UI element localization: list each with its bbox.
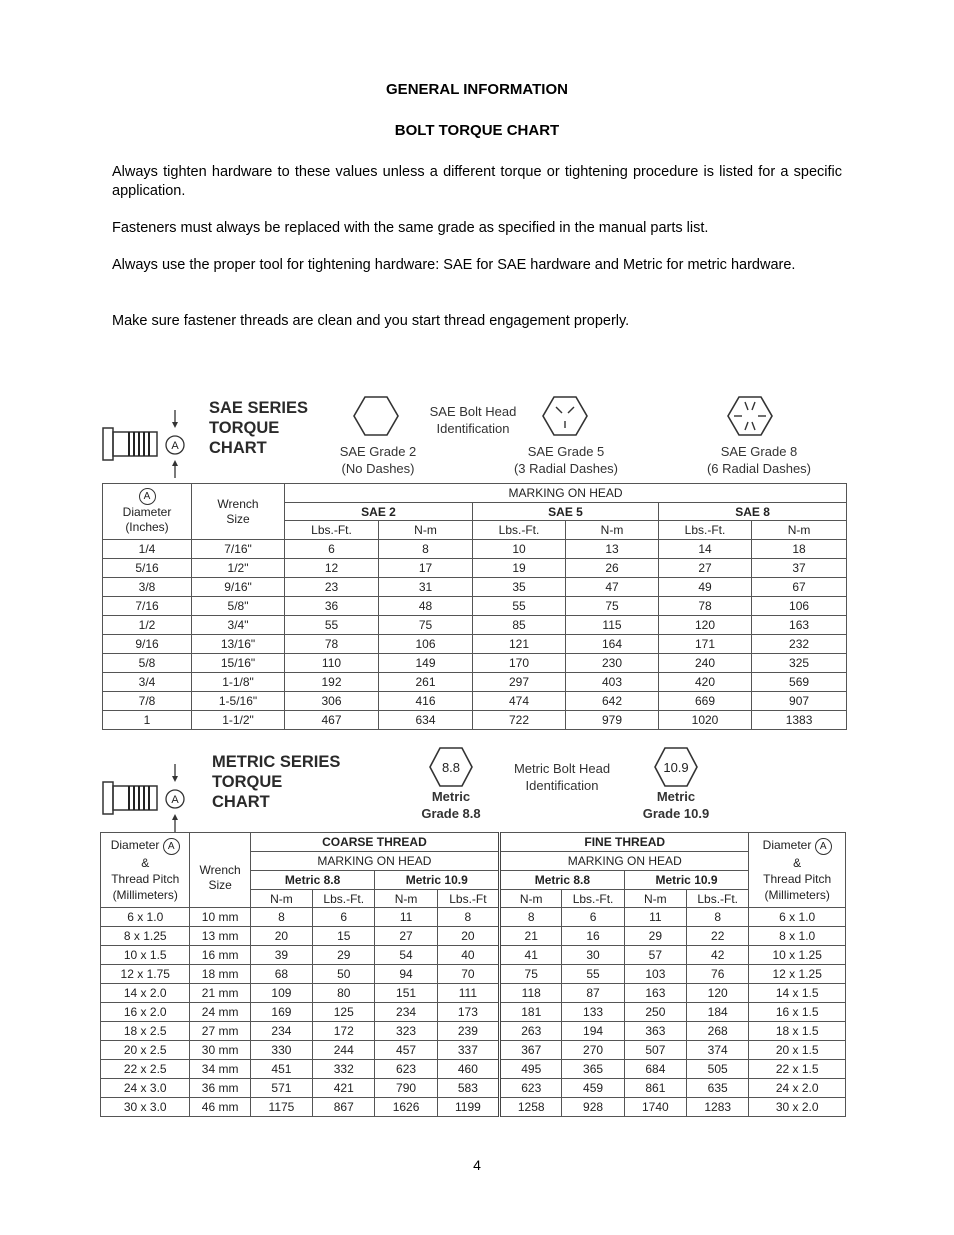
unit-header: Lbs.-Ft. — [285, 521, 379, 540]
table-cell: 790 — [375, 1079, 437, 1098]
table-cell: 68 — [250, 965, 312, 984]
table-cell: 15 — [313, 927, 375, 946]
fine-marking-on-head-header: MARKING ON HEAD — [500, 852, 749, 871]
metric-wrench-size-header: Wrench Size — [190, 833, 250, 908]
table-cell: 457 — [375, 1041, 437, 1060]
table-cell: 10 x 1.25 — [749, 946, 846, 965]
table-row — [101, 927, 846, 946]
section-heading: GENERAL INFORMATION — [386, 81, 568, 98]
unit-header: N-m — [566, 521, 659, 540]
metric-grade-10-9-label: Metric Grade 10.9 — [642, 789, 710, 821]
table-cell: 1020 — [659, 711, 752, 730]
table-cell: 867 — [313, 1098, 375, 1117]
wrench-size-header: Wrench Size — [192, 484, 285, 540]
table-cell: 495 — [500, 1060, 562, 1079]
table-cell: 78 — [285, 635, 379, 654]
table-cell: 7/8 — [103, 692, 192, 711]
table-row — [101, 1041, 846, 1060]
table-cell: 979 — [566, 711, 659, 730]
table-cell: 8 — [250, 908, 312, 927]
table-row — [101, 965, 846, 984]
table-row — [101, 984, 846, 1003]
table-cell: 20 x 2.5 — [101, 1041, 190, 1060]
table-cell: 3/8 — [103, 578, 192, 597]
table-cell: 12 x 1.75 — [101, 965, 190, 984]
table-cell: 20 — [437, 927, 499, 946]
table-cell: 75 — [566, 597, 659, 616]
chart-heading: BOLT TORQUE CHART — [394, 122, 560, 139]
table-row — [103, 635, 847, 654]
table-cell: 323 — [375, 1022, 437, 1041]
coarse-metric-10-9-header: Metric 10.9 — [375, 871, 500, 890]
table-cell: 75 — [500, 965, 562, 984]
table-cell: 861 — [624, 1079, 686, 1098]
table-cell: 192 — [285, 673, 379, 692]
table-cell: 1-5/16" — [192, 692, 285, 711]
fine-thread-header: FINE THREAD — [500, 833, 749, 852]
table-cell: 163 — [752, 616, 847, 635]
table-cell: 151 — [375, 984, 437, 1003]
table-cell: 374 — [687, 1041, 749, 1060]
table-cell: 173 — [437, 1003, 499, 1022]
table-row — [101, 946, 846, 965]
table-cell: 460 — [437, 1060, 499, 1079]
table-cell: 263 — [500, 1022, 562, 1041]
table-cell: 125 — [313, 1003, 375, 1022]
metric-grade-10-9-head-icon — [653, 746, 699, 788]
table-cell: 239 — [437, 1022, 499, 1041]
metric-torque-table — [100, 832, 846, 1117]
sae-grade-5-head-icon — [541, 395, 589, 437]
table-cell: 16 — [562, 927, 624, 946]
table-cell: 55 — [562, 965, 624, 984]
table-cell: 17 — [379, 559, 473, 578]
table-cell: 20 x 1.5 — [749, 1041, 846, 1060]
table-cell: 642 — [566, 692, 659, 711]
table-cell: 55 — [285, 616, 379, 635]
table-row — [103, 711, 847, 730]
table-cell: 21 — [500, 927, 562, 946]
unit-header: N-m — [624, 890, 686, 908]
sae-2-group-header: SAE 2 — [285, 503, 473, 521]
table-cell: 11 — [375, 908, 437, 927]
table-cell: 10 mm — [190, 908, 250, 927]
table-row — [103, 597, 847, 616]
table-cell: 169 — [250, 1003, 312, 1022]
table-cell: 94 — [375, 965, 437, 984]
table-cell: 332 — [313, 1060, 375, 1079]
table-cell: 18 — [752, 540, 847, 559]
unit-header: Lbs.-Ft. — [562, 890, 624, 908]
table-cell: 46 mm — [190, 1098, 250, 1117]
coarse-thread-header: COARSE THREAD — [250, 833, 499, 852]
table-cell: 8 x 1.0 — [749, 927, 846, 946]
table-row — [103, 692, 847, 711]
sae-8-group-header: SAE 8 — [659, 503, 847, 521]
table-row — [103, 540, 847, 559]
table-cell: 76 — [687, 965, 749, 984]
table-cell: 29 — [313, 946, 375, 965]
table-cell: 420 — [659, 673, 752, 692]
table-cell: 1175 — [250, 1098, 312, 1117]
table-cell: 8 — [437, 908, 499, 927]
unit-header: N-m — [500, 890, 562, 908]
table-cell: 623 — [375, 1060, 437, 1079]
table-cell: 27 — [659, 559, 752, 578]
table-cell: 19 — [473, 559, 566, 578]
sae-torque-table — [102, 483, 847, 730]
table-cell: 571 — [250, 1079, 312, 1098]
table-cell: 7/16" — [192, 540, 285, 559]
table-cell: 623 — [500, 1079, 562, 1098]
table-cell: 1-1/8" — [192, 673, 285, 692]
table-cell: 70 — [437, 965, 499, 984]
table-cell: 18 x 2.5 — [101, 1022, 190, 1041]
table-row — [101, 1060, 846, 1079]
table-cell: 30 x 3.0 — [101, 1098, 190, 1117]
table-cell: 3/4" — [192, 616, 285, 635]
table-cell: 55 — [473, 597, 566, 616]
table-cell: 268 — [687, 1022, 749, 1041]
table-cell: 5/8 — [103, 654, 192, 673]
table-cell: 41 — [500, 946, 562, 965]
table-cell: 6 — [285, 540, 379, 559]
table-cell: 244 — [313, 1041, 375, 1060]
table-cell: 57 — [624, 946, 686, 965]
sae-grade-2-head-icon — [352, 395, 400, 437]
fine-metric-10-9-header: Metric 10.9 — [624, 871, 749, 890]
table-cell: 234 — [250, 1022, 312, 1041]
table-cell: 18 mm — [190, 965, 250, 984]
metric-table-body — [101, 908, 846, 1117]
table-cell: 181 — [500, 1003, 562, 1022]
table-cell: 5/8" — [192, 597, 285, 616]
table-row — [101, 1098, 846, 1117]
table-cell: 234 — [375, 1003, 437, 1022]
table-cell: 669 — [659, 692, 752, 711]
metric-grade-8-8-head-icon — [428, 746, 474, 788]
table-cell: 569 — [752, 673, 847, 692]
table-cell: 194 — [562, 1022, 624, 1041]
table-cell: 459 — [562, 1079, 624, 1098]
table-cell: 30 x 2.0 — [749, 1098, 846, 1117]
table-cell: 10 — [473, 540, 566, 559]
table-cell: 8 x 1.25 — [101, 927, 190, 946]
unit-header: N-m — [375, 890, 437, 908]
table-cell: 907 — [752, 692, 847, 711]
table-cell: 184 — [687, 1003, 749, 1022]
table-cell: 50 — [313, 965, 375, 984]
unit-header: Lbs.-Ft. — [659, 521, 752, 540]
unit-header: Lbs.-Ft. — [473, 521, 566, 540]
table-cell: 6 — [562, 908, 624, 927]
table-row — [103, 616, 847, 635]
sae-grade-8-label: SAE Grade 8 (6 Radial Dashes) — [706, 444, 812, 476]
table-cell: 27 — [375, 927, 437, 946]
table-cell: 172 — [313, 1022, 375, 1041]
table-cell: 13/16" — [192, 635, 285, 654]
table-cell: 109 — [250, 984, 312, 1003]
unit-header: N-m — [379, 521, 473, 540]
table-cell: 120 — [659, 616, 752, 635]
table-cell: 103 — [624, 965, 686, 984]
sae-bolt-icon — [98, 408, 194, 480]
table-cell: 12 x 1.25 — [749, 965, 846, 984]
table-cell: 18 x 1.5 — [749, 1022, 846, 1041]
table-cell: 3/4 — [103, 673, 192, 692]
table-cell: 6 — [313, 908, 375, 927]
table-cell: 118 — [500, 984, 562, 1003]
table-cell: 20 — [250, 927, 312, 946]
table-cell: 106 — [752, 597, 847, 616]
table-cell: 337 — [437, 1041, 499, 1060]
table-cell: 149 — [379, 654, 473, 673]
table-cell: 54 — [375, 946, 437, 965]
sae-table-body — [103, 540, 847, 730]
table-cell: 13 mm — [190, 927, 250, 946]
table-cell: 22 — [687, 927, 749, 946]
unit-header: N-m — [752, 521, 847, 540]
table-cell: 36 — [285, 597, 379, 616]
table-cell: 232 — [752, 635, 847, 654]
sae-grade-2-label: SAE Grade 2 (No Dashes) — [339, 444, 417, 476]
table-cell: 29 — [624, 927, 686, 946]
metric-grade-8-8-label: Metric Grade 8.8 — [421, 789, 481, 821]
coarse-marking-on-head-header: MARKING ON HEAD — [250, 852, 499, 871]
metric-grade-8-8-head-text: 8.8 — [441, 760, 461, 775]
table-cell: 1/4 — [103, 540, 192, 559]
table-row — [103, 578, 847, 597]
sae-grade-5-label: SAE Grade 5 (3 Radial Dashes) — [513, 444, 619, 476]
unit-header: Lbs.-Ft — [437, 890, 499, 908]
table-cell: 270 — [562, 1041, 624, 1060]
sae-head-identification-label: SAE Bolt Head Identification — [429, 404, 517, 436]
table-cell: 722 — [473, 711, 566, 730]
table-cell: 75 — [379, 616, 473, 635]
table-cell: 21 mm — [190, 984, 250, 1003]
table-row — [103, 559, 847, 578]
table-cell: 49 — [659, 578, 752, 597]
table-cell: 10 x 1.5 — [101, 946, 190, 965]
table-cell: 416 — [379, 692, 473, 711]
table-cell: 16 x 1.5 — [749, 1003, 846, 1022]
unit-header: N-m — [250, 890, 312, 908]
table-cell: 78 — [659, 597, 752, 616]
table-cell: 8 — [379, 540, 473, 559]
paragraph-tighten: Always tighten hardware to these values unless a different torque or tightening procedure is listed for a specific application. — [112, 164, 842, 199]
table-cell: 9/16 — [103, 635, 192, 654]
table-cell: 1/2 — [103, 616, 192, 635]
paragraph-threads: Make sure fastener threads are clean and you start thread engagement properly. — [112, 313, 630, 329]
table-cell: 1283 — [687, 1098, 749, 1117]
table-cell: 403 — [566, 673, 659, 692]
table-cell: 23 — [285, 578, 379, 597]
table-cell: 31 — [379, 578, 473, 597]
sae-series-title: SAE SERIES TORQUE CHART — [209, 399, 309, 457]
table-cell: 1383 — [752, 711, 847, 730]
table-cell: 40 — [437, 946, 499, 965]
table-cell: 8 — [500, 908, 562, 927]
table-cell: 928 — [562, 1098, 624, 1117]
table-cell: 121 — [473, 635, 566, 654]
table-cell: 37 — [752, 559, 847, 578]
table-cell: 67 — [752, 578, 847, 597]
table-cell: 164 — [566, 635, 659, 654]
table-cell: 120 — [687, 984, 749, 1003]
table-cell: 363 — [624, 1022, 686, 1041]
paragraph-fasteners: Fasteners must always be replaced with the same grade as specified in the manual parts list. — [112, 220, 709, 236]
table-row — [101, 908, 846, 927]
table-cell: 24 mm — [190, 1003, 250, 1022]
diameter-thread-pitch-header-right: Diameter A & Thread Pitch (Millimeters) — [749, 833, 846, 908]
table-cell: 48 — [379, 597, 473, 616]
table-row — [101, 1079, 846, 1098]
table-cell: 261 — [379, 673, 473, 692]
table-row — [101, 1003, 846, 1022]
table-cell: 1258 — [500, 1098, 562, 1117]
table-cell: 583 — [437, 1079, 499, 1098]
table-cell: 1/2" — [192, 559, 285, 578]
diameter-thread-pitch-header-left: Diameter A & Thread Pitch (Millimeters) — [101, 833, 190, 908]
table-cell: 325 — [752, 654, 847, 673]
table-cell: 14 x 2.0 — [101, 984, 190, 1003]
table-cell: 507 — [624, 1041, 686, 1060]
unit-header: Lbs.-Ft. — [313, 890, 375, 908]
table-cell: 1740 — [624, 1098, 686, 1117]
table-cell: 14 x 1.5 — [749, 984, 846, 1003]
table-cell: 16 mm — [190, 946, 250, 965]
table-cell: 12 — [285, 559, 379, 578]
table-row — [103, 673, 847, 692]
table-cell: 684 — [624, 1060, 686, 1079]
table-cell: 80 — [313, 984, 375, 1003]
table-cell: 635 — [687, 1079, 749, 1098]
table-cell: 16 x 2.0 — [101, 1003, 190, 1022]
fine-metric-8-8-header: Metric 8.8 — [500, 871, 625, 890]
table-cell: 26 — [566, 559, 659, 578]
metric-series-title: METRIC SERIES TORQUE CHART — [212, 753, 341, 811]
table-row — [103, 654, 847, 673]
table-cell: 5/16 — [103, 559, 192, 578]
table-cell: 1 — [103, 711, 192, 730]
sae-marking-on-head-header: MARKING ON HEAD — [285, 484, 847, 503]
table-cell: 7/16 — [103, 597, 192, 616]
table-cell: 111 — [437, 984, 499, 1003]
table-cell: 11 — [624, 908, 686, 927]
table-row — [101, 1022, 846, 1041]
table-cell: 330 — [250, 1041, 312, 1060]
table-cell: 15/16" — [192, 654, 285, 673]
table-cell: 47 — [566, 578, 659, 597]
table-cell: 9/16" — [192, 578, 285, 597]
metric-bolt-icon — [98, 762, 194, 834]
table-cell: 35 — [473, 578, 566, 597]
table-cell: 13 — [566, 540, 659, 559]
table-cell: 297 — [473, 673, 566, 692]
table-cell: 171 — [659, 635, 752, 654]
paragraph-proper-tool: Always use the proper tool for tightening hardware: SAE for SAE hardware and Metric for metric hardware. — [112, 257, 796, 273]
sae-diameter-callout: A — [139, 488, 156, 505]
metric-head-identification-label: Metric Bolt Head Identification — [513, 761, 611, 793]
table-cell: 1626 — [375, 1098, 437, 1117]
sae-5-group-header: SAE 5 — [473, 503, 659, 521]
table-cell: 421 — [313, 1079, 375, 1098]
table-cell: 170 — [473, 654, 566, 673]
table-cell: 34 mm — [190, 1060, 250, 1079]
metric-callout-label: A — [171, 794, 179, 806]
table-cell: 250 — [624, 1003, 686, 1022]
table-cell: 6 x 1.0 — [101, 908, 190, 927]
table-cell: 240 — [659, 654, 752, 673]
sae-callout-label: A — [171, 440, 179, 452]
table-cell: 14 — [659, 540, 752, 559]
page-number: 4 — [473, 1157, 481, 1173]
table-cell: 451 — [250, 1060, 312, 1079]
table-cell: 367 — [500, 1041, 562, 1060]
unit-header: Lbs.-Ft. — [687, 890, 749, 908]
table-cell: 115 — [566, 616, 659, 635]
table-cell: 467 — [285, 711, 379, 730]
table-cell: 163 — [624, 984, 686, 1003]
table-cell: 133 — [562, 1003, 624, 1022]
table-cell: 30 — [562, 946, 624, 965]
table-cell: 24 x 3.0 — [101, 1079, 190, 1098]
table-cell: 39 — [250, 946, 312, 965]
table-cell: 27 mm — [190, 1022, 250, 1041]
table-cell: 42 — [687, 946, 749, 965]
coarse-metric-8-8-header: Metric 8.8 — [250, 871, 375, 890]
table-cell: 87 — [562, 984, 624, 1003]
table-cell: 634 — [379, 711, 473, 730]
table-cell: 36 mm — [190, 1079, 250, 1098]
table-cell: 306 — [285, 692, 379, 711]
table-cell: 22 x 1.5 — [749, 1060, 846, 1079]
table-cell: 6 x 1.0 — [749, 908, 846, 927]
table-cell: 85 — [473, 616, 566, 635]
table-cell: 24 x 2.0 — [749, 1079, 846, 1098]
table-cell: 230 — [566, 654, 659, 673]
table-cell: 505 — [687, 1060, 749, 1079]
diameter-inches-header: A Diameter (Inches) — [103, 484, 192, 540]
table-cell: 8 — [687, 908, 749, 927]
sae-grade-8-head-icon — [726, 395, 774, 437]
table-cell: 106 — [379, 635, 473, 654]
table-cell: 1-1/2" — [192, 711, 285, 730]
table-cell: 365 — [562, 1060, 624, 1079]
table-cell: 22 x 2.5 — [101, 1060, 190, 1079]
table-cell: 474 — [473, 692, 566, 711]
table-cell: 110 — [285, 654, 379, 673]
table-cell: 30 mm — [190, 1041, 250, 1060]
metric-grade-10-9-head-text: 10.9 — [663, 760, 689, 775]
metric-diameter-callout-right: A — [815, 838, 832, 855]
metric-diameter-callout-left: A — [163, 838, 180, 855]
table-cell: 1199 — [437, 1098, 499, 1117]
